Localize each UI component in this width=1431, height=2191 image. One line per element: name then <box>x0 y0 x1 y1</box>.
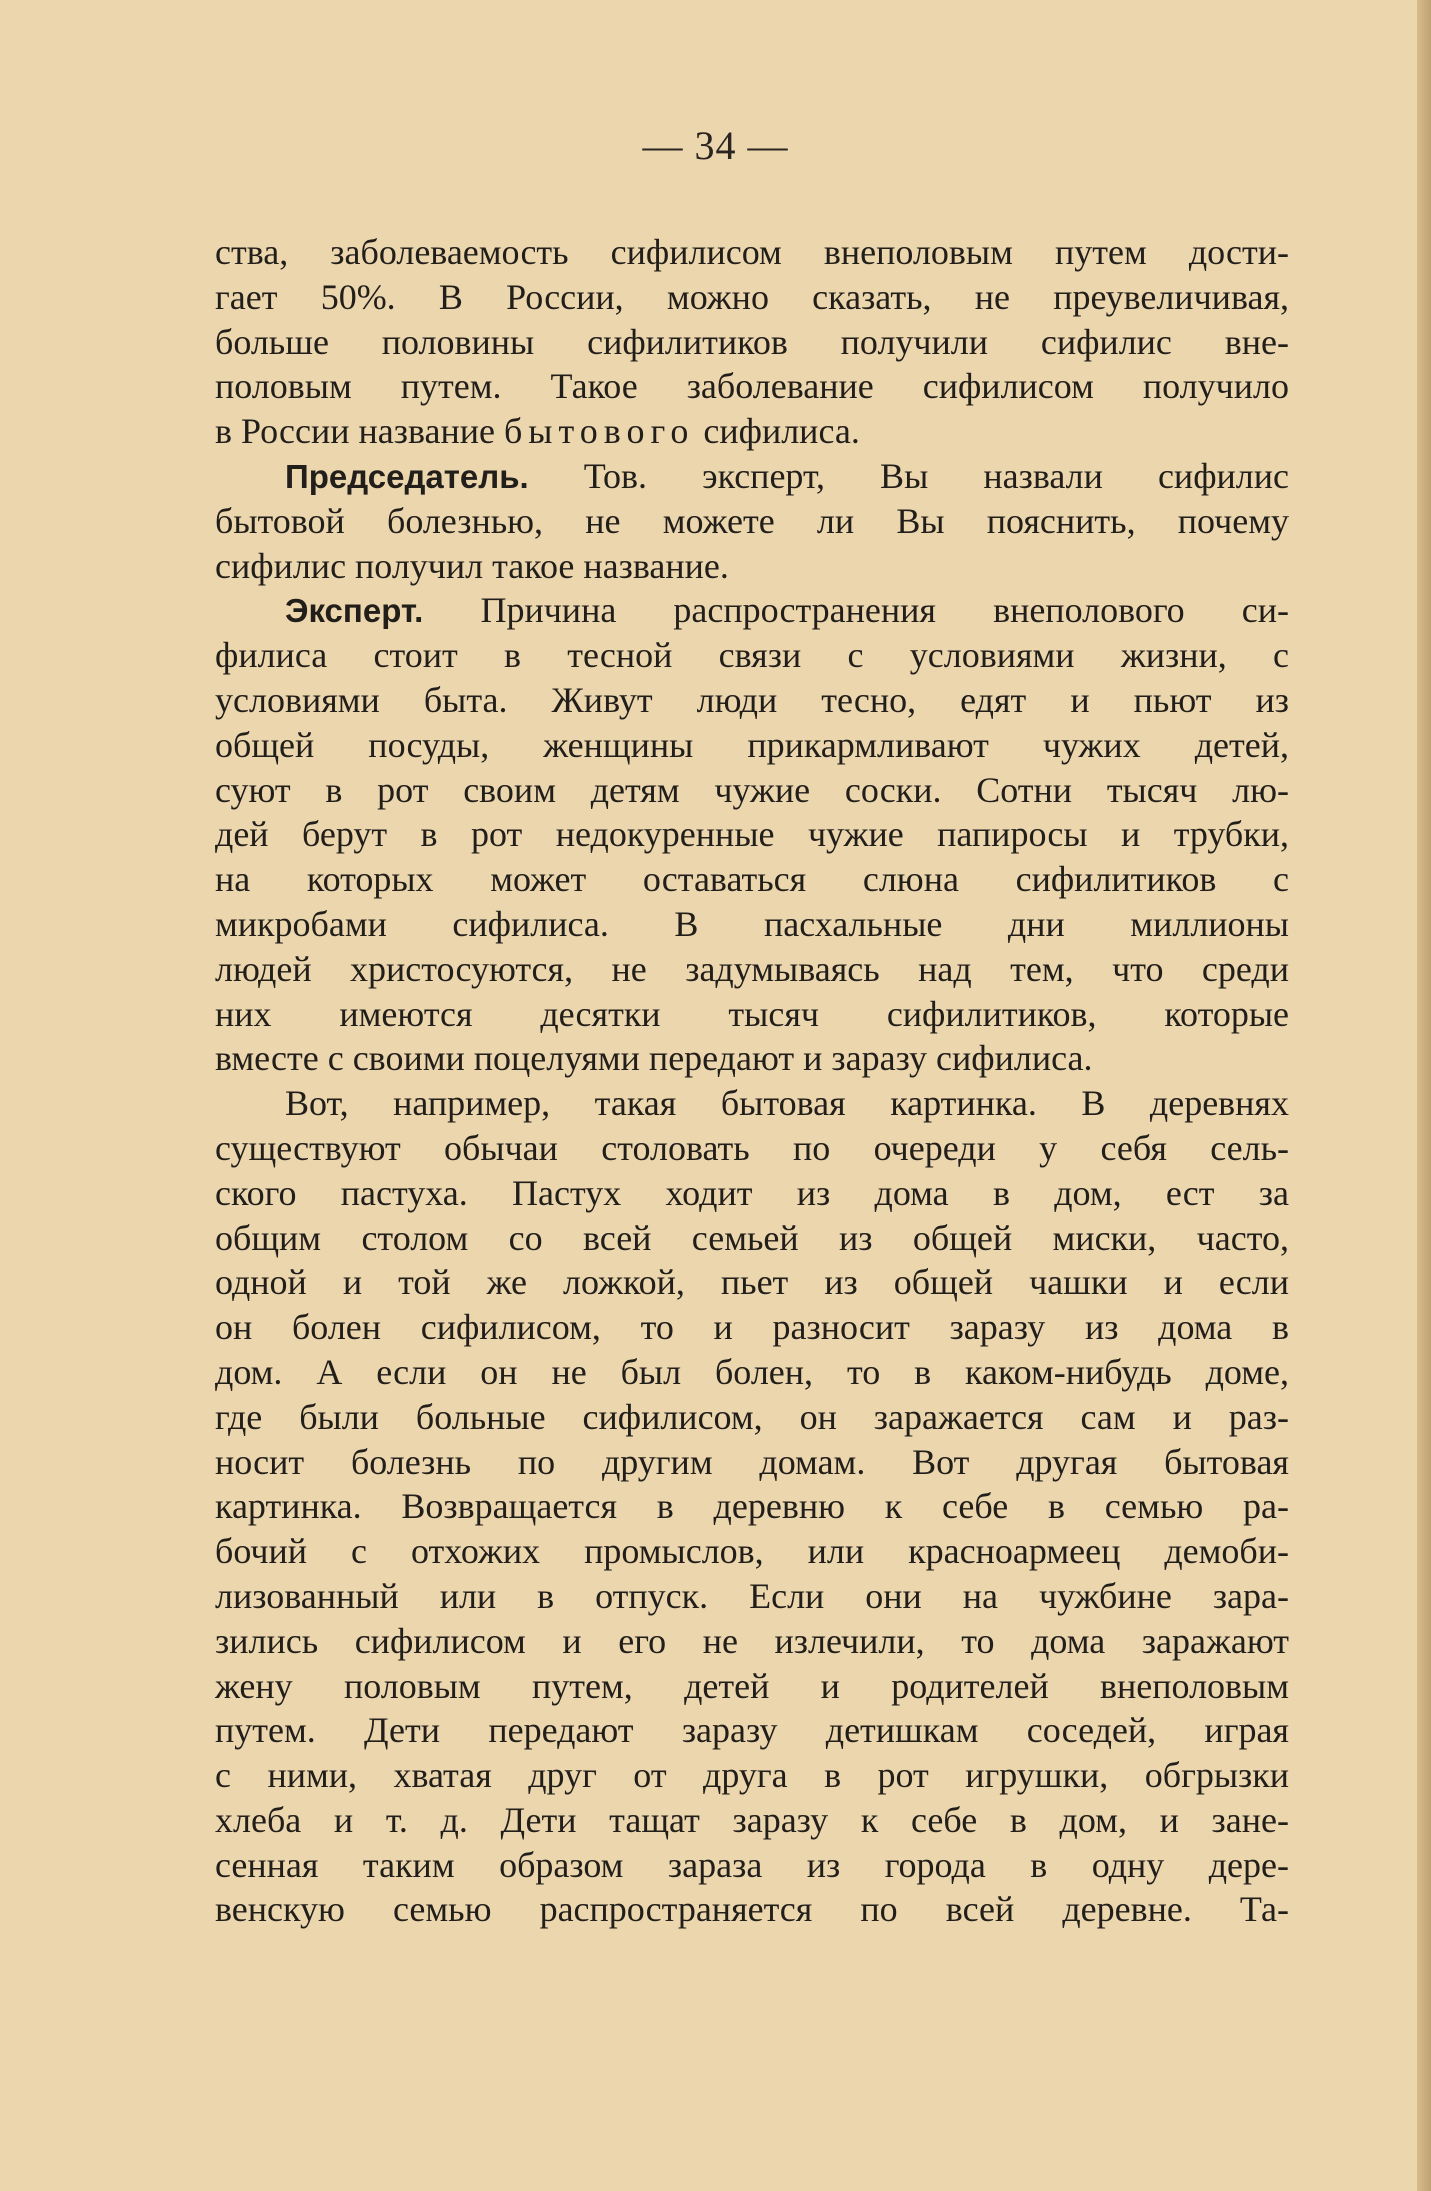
text-line <box>215 454 1289 499</box>
body-text <box>215 230 1289 1932</box>
text-line: путем. Дети передают заразу детишкам соседей, играя <box>215 1710 1289 1751</box>
page-edge <box>1417 0 1431 2191</box>
text-line: филиса стоит в тесной связи с условиями жизни, с <box>215 635 1289 676</box>
text-line: сифилис получил такое название. <box>215 545 729 586</box>
text-line: одной и той же ложкой, пьет из общей чашки и если <box>215 1262 1289 1303</box>
text-line: на которых может оставаться слюна сифилитиков с <box>215 859 1289 900</box>
text-line: общей посуды, женщины прикармливают чужих детей, <box>215 724 1289 765</box>
text-line: людей христосуются, не задумываясь над тем, что среди <box>215 948 1289 989</box>
text-line: бочий с отхожих промыслов, или красноармеец демоби- <box>215 1531 1289 1572</box>
text-line: сенная таким образом зараза из города в одну дере- <box>215 1844 1289 1885</box>
text-line: ского пастуха. Пастух ходит из дома в дом, ест за <box>215 1172 1289 1213</box>
speaker-name: Председатель. <box>285 457 529 495</box>
page-number: — 34 — <box>642 123 789 168</box>
speech-text: Тов. эксперт, Вы назвали сифилис <box>528 455 1289 496</box>
text-line: венскую семью распространяется по всей деревне. Та- <box>215 1889 1289 1930</box>
text-line: жену половым путем, детей и родителей внеполовым <box>215 1665 1289 1706</box>
speaker-name: Эксперт. <box>285 592 424 630</box>
text-line: где были больные сифилисом, он заражается сам и раз- <box>215 1396 1289 1437</box>
text-line: существуют обычаи столовать по очереди у себя сель- <box>215 1127 1289 1168</box>
text-line: больше половины сифилитиков получили сифилис вне- <box>215 321 1289 362</box>
text-line: он болен сифилисом, то и разносит заразу из дома в <box>215 1307 1289 1348</box>
text-line: микробами сифилиса. В пасхальные дни миллионы <box>215 903 1289 944</box>
text-line <box>215 409 1289 454</box>
text-line: бытовой болезнью, не можете ли Вы пояснить, почему <box>215 500 1289 541</box>
text-line: дей берут в рот недокуренные чужие папиросы и трубки, <box>215 814 1289 855</box>
text-line: вместе с своими поцелуями передают и заразу сифилиса. <box>215 1038 1093 1079</box>
text-line: гает 50%. В России, можно сказать, не преувеличивая, <box>215 276 1289 317</box>
text-line: половым путем. Такое заболевание сифилисом получило <box>215 366 1289 407</box>
text-line: общим столом со всей семьей из общей миски, часто, <box>215 1217 1289 1258</box>
text-line: Вот, например, такая бытовая картинка. В деревнях <box>285 1083 1289 1124</box>
text-line: картинка. Возвращается в деревню к себе в семью ра- <box>215 1486 1289 1527</box>
text-line: дом. А если он не был болен, то в каком-нибудь доме, <box>215 1351 1289 1392</box>
text-line: лизованный или в отпуск. Если они на чужбине зара- <box>215 1575 1289 1616</box>
text-line: суют в рот своим детям чужие соски. Сотни тысяч лю- <box>215 769 1289 810</box>
text-line: условиями быта. Живут люди тесно, едят и пьют из <box>215 679 1289 720</box>
text-line: с ними, хватая друг от друга в рот игрушки, обгрызки <box>215 1755 1289 1796</box>
text-line: них имеются десятки тысяч сифилитиков, которые <box>215 993 1289 1034</box>
text-line: ства, заболеваемость сифилисом внеполовым путем дости- <box>215 232 1289 272</box>
text-line: зились сифилисом и его не излечили, то дома заражают <box>215 1620 1289 1661</box>
text-fragment: в России название <box>215 411 504 452</box>
text-line: хлеба и т. д. Дети тащат заразу к себе в дом, и зане- <box>215 1799 1289 1840</box>
speech-text: Причина распространения внеполового си- <box>423 590 1289 631</box>
emphasized-word: бытового <box>503 411 695 452</box>
text-line <box>215 588 1289 633</box>
text-fragment: сифилиса. <box>694 411 860 452</box>
text-line: носит болезнь по другим домам. Вот другая бытовая <box>215 1441 1289 1482</box>
